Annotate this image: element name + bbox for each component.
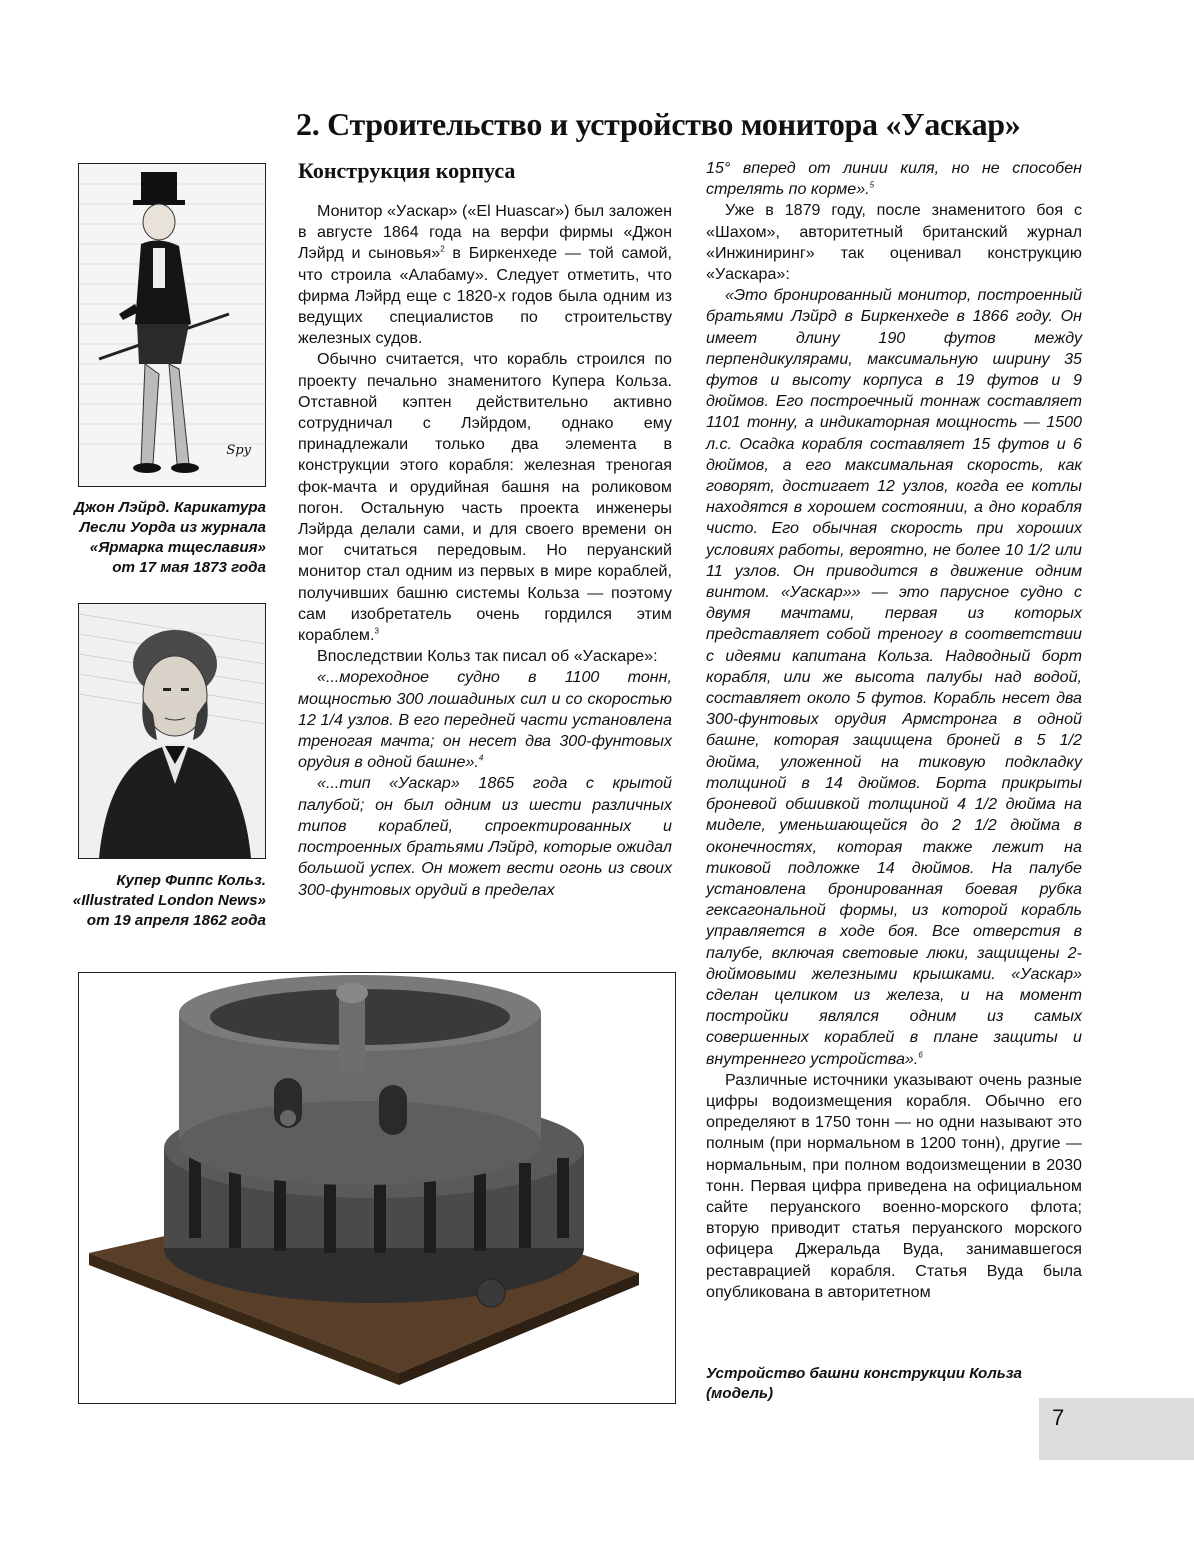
footnote-marker: 5 bbox=[869, 180, 875, 190]
portrait-caption: Купер Фиппс Кольз. «Illustrated London News» от 19 апреля 1862 года bbox=[72, 872, 266, 929]
turret-model-drawing bbox=[79, 973, 675, 1403]
text-column-right bbox=[706, 158, 1082, 1303]
paragraph: Впоследствии Кольз так писал об «Уаскаре»: bbox=[317, 647, 658, 666]
caricature-image bbox=[78, 163, 266, 487]
quote: «...тип «Уаскар» 1865 года с крытой палубой; он был одним из шести различных типов кораблей, спроектированных и построенных братьями Лэйрд, которые ожидал большой успех. Он может вести огонь из своих 300-фунтовых орудий в пределах bbox=[298, 774, 672, 899]
caricature-caption: Джон Лэйрд. Карикатура Лесли Уорда из журнала «Ярмарка тщеславия» от 17 мая 1873 года bbox=[74, 499, 266, 576]
quote: «...мореходное судно в 1100 тонн, мощностью 300 лошадиных сил и со скоростью 12 1/4 узлов. В его передней части установлена треногая мачта; он несет два 300-фунтовых орудия в одной башне».$^4$ bbox=[298, 668, 672, 772]
portrait-image bbox=[78, 603, 266, 859]
chapter-title: 2. Строительство и устройство монитора «Уаскар» bbox=[296, 106, 1021, 142]
section-subtitle: Конструкция корпуса bbox=[298, 158, 516, 183]
page-number: 7 bbox=[1052, 1405, 1065, 1430]
paragraph: Обычно считается, что корабль строился по проекту печально знаменитого Купера Кольза. Отставной кэптен действительно активно сотрудничал с Лэйрдом, однако ему принадлежали только два элемента в конструкции этого корабля: железная треногая фок-мачта и орудийная башня на роликовом погон. Остальную часть проекта инженеры Лэйрда делали сами, и для своего времени он мог считаться передовым. Но перуанский монитор стал одним из первых в мире кораблей, получивших башню системы Кольза — поэтому сам изобретатель очень гордился этим кораблем.$^3$ bbox=[298, 350, 672, 645]
footnote-marker: 2 bbox=[440, 245, 445, 255]
paragraph: Монитор «Уаскар» («El Huascar») был заложен в августе 1864 года на верфи фирмы «Джон Лэйрд и сыновья»$^2$ в Биркенхеде — той самой, что строила «Алабаму». Следует отметить, что фирма Лэйрд еще с 1820-х годов была одним из ведущих специалистов по строительству железных судов. bbox=[298, 202, 672, 348]
paragraph: Различные источники указывают очень разные цифры водоизмещения корабля. Обычно его определяют в 1750 тонн — но одни называют это полным (при нормальном в 1200 тонн), другие — нормальным, при полном водоизмещении в 2030 тонн. Первая цифра приведена на официальном сайте перуанского военно-морского флота; вторую приводит статья перуанского морского офицера Джеральда Вуда, занимавшегося реставрацией корабля. Статья Вуда была опубликована в авторитетном bbox=[706, 1070, 1082, 1301]
footnote-marker: 4 bbox=[478, 753, 484, 763]
footnote-marker: 3 bbox=[374, 626, 379, 636]
paragraph: Уже в 1879 году, после знаменитого боя с «Шахом», авторитетный британский журнал «Инжиниринг» так оценивал конструкцию «Уаскара»: bbox=[706, 201, 1082, 284]
portrait-engraving bbox=[79, 604, 265, 858]
caricature-signature: Spy bbox=[226, 443, 251, 458]
model-caption: Устройство башни конструкции Кольза (модель) bbox=[706, 1365, 1022, 1402]
turret-model-photo bbox=[78, 972, 676, 1404]
quote: «Это бронированный монитор, построенный братьями Лэйрд в Биркенхеде в 1866 году. Он имеет длину 190 футов между перпендикулярами, максимальную ширину 35 футов и высоту корпуса в 19 футов и 9 дюймов. Его построечный тоннаж составляет 1101 тонну, а индикаторная мощность — 1500 л.с. Осадка корабля составляет 15 футов и 6 дюймов, а его максимальная скорость, как говорят, достигает 12 узлов, когда ее котлы находятся в хорошем состоянии, а дно корабля чисто. Его обычная скорость при хороших условиях работы, вероятно, не более 10 1/2 или 11 узлов. Он приводится в движение одним винтом. «Уаскар»» — это парусное судно с двумя мачтами, первая из которых представляет собой треногу в соответствии с идеями капитана Кольза. Надводный борт корабля, или же высота палубы над водой, составляет около 5 футов. Корабль несет два 300-фунтовых орудия Армстронга в одной башне, которая защищена броней в 5 1/2 дюйма, уложенной на тиковую подкладку толщиной в 14 дюймов. Борта прикрыты броневой обшивкой толщиной 4 1/2 дюйма на миделе, уменьшающейся до 2 1/2 дюйма в оконечностях, которая также лежит на тиковой подложке 14 дюймов. На палубе установлена бронированная боевая рубка гексагональной формы, из которой корабль управляется в ходе боя. Все отверстия в палубе, включая световые люки, защищены 2-дюймовыми железными крышками. «Уаскар» сделан целиком из железа, и на момент постройки являлся одним из самых совершенных кораблей в плане защиты и внутреннего устройства».$^6$ bbox=[706, 286, 1082, 1068]
caricature-drawing bbox=[79, 164, 265, 486]
footnote-marker: 6 bbox=[918, 1050, 923, 1060]
text-column-left bbox=[298, 201, 672, 901]
quote-continuation: 15° вперед от линии киля, но не способен стрелять по корме».$^5$ bbox=[706, 159, 1082, 199]
